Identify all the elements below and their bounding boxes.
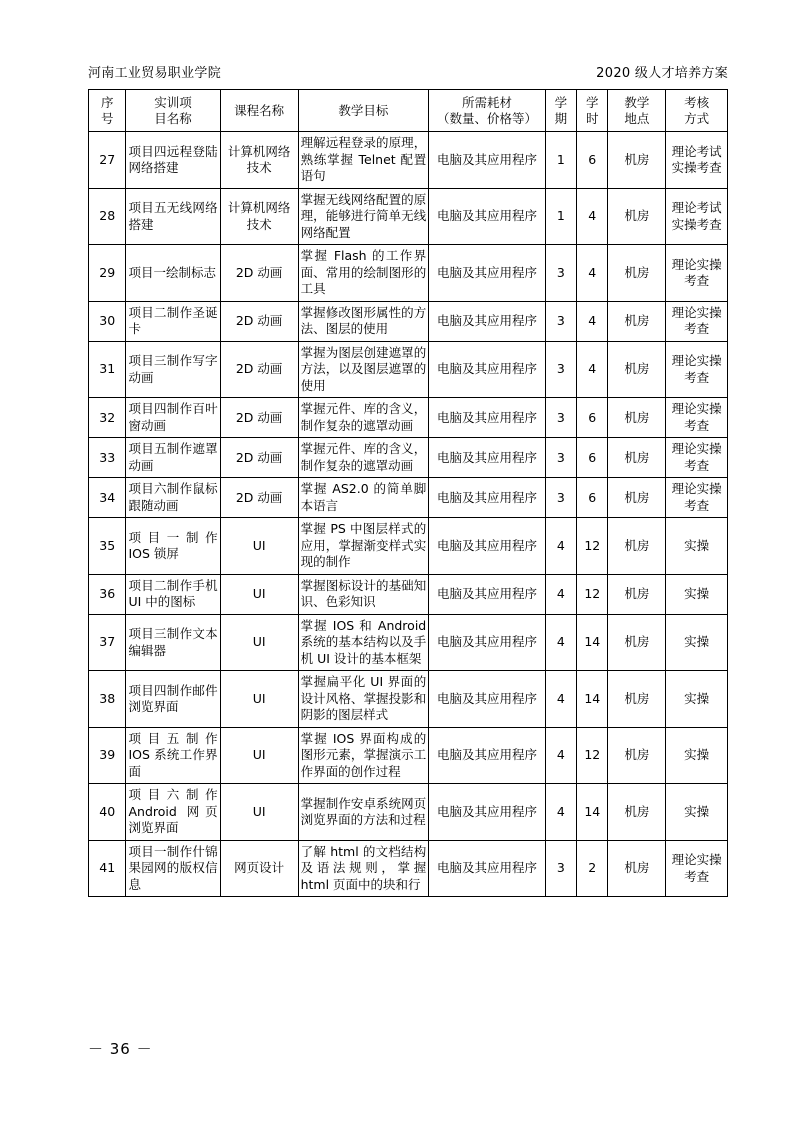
column-header-course: 课程名称 bbox=[220, 90, 298, 132]
cell-project: 项目四制作百叶窗动画 bbox=[126, 398, 220, 438]
cell-material: 电脑及其应用程序 bbox=[429, 301, 545, 341]
cell-term: 3 bbox=[545, 478, 576, 518]
table-row bbox=[89, 398, 728, 438]
cell-no: 40 bbox=[89, 784, 126, 841]
header-document-title: 2020 级人才培养方案 bbox=[596, 66, 728, 81]
cell-project: 项目三制作文本编辑器 bbox=[126, 614, 220, 671]
cell-no: 37 bbox=[89, 614, 126, 671]
cell-material: 电脑及其应用程序 bbox=[429, 784, 545, 841]
cell-no: 38 bbox=[89, 671, 126, 728]
table-row bbox=[89, 840, 728, 897]
cell-exam: 理论实操考查 bbox=[666, 301, 728, 341]
page-number: － 36 － bbox=[88, 1040, 153, 1058]
cell-course: 2D 动画 bbox=[220, 478, 298, 518]
cell-course: UI bbox=[220, 574, 298, 614]
cell-term: 3 bbox=[545, 398, 576, 438]
cell-hours: 4 bbox=[577, 188, 608, 245]
cell-material: 电脑及其应用程序 bbox=[429, 727, 545, 784]
cell-goal: 掌握 IOS 和 Android 系统的基本结构以及手机 UI 设计的基本框架 bbox=[298, 614, 429, 671]
cell-project: 项目二制作手机 UI 中的图标 bbox=[126, 574, 220, 614]
cell-goal: 掌握 PS 中图层样式的应用，掌握渐变样式实现的制作 bbox=[298, 518, 429, 575]
cell-project: 项目二制作圣诞卡 bbox=[126, 301, 220, 341]
cell-project: 项 目 六 制 作 Android 网页浏览界面 bbox=[126, 784, 220, 841]
table-row bbox=[89, 245, 728, 302]
cell-no: 41 bbox=[89, 840, 126, 897]
cell-material: 电脑及其应用程序 bbox=[429, 671, 545, 728]
table-row bbox=[89, 671, 728, 728]
cell-hours: 12 bbox=[577, 518, 608, 575]
table-row bbox=[89, 727, 728, 784]
cell-material: 电脑及其应用程序 bbox=[429, 245, 545, 302]
cell-material: 电脑及其应用程序 bbox=[429, 614, 545, 671]
cell-exam: 实操 bbox=[666, 784, 728, 841]
cell-goal: 掌握无线网络配置的原理，能够进行简单无线网络配置 bbox=[298, 188, 429, 245]
cell-term: 4 bbox=[545, 671, 576, 728]
table-body bbox=[89, 132, 728, 897]
cell-place: 机房 bbox=[608, 341, 666, 398]
cell-place: 机房 bbox=[608, 518, 666, 575]
cell-exam: 理论实操考查 bbox=[666, 341, 728, 398]
cell-hours: 6 bbox=[577, 438, 608, 478]
cell-hours: 4 bbox=[577, 341, 608, 398]
cell-exam: 理论实操考查 bbox=[666, 840, 728, 897]
cell-goal: 掌握元件、库的含义，制作复杂的遮罩动画 bbox=[298, 438, 429, 478]
cell-project: 项目四远程登陆网络搭建 bbox=[126, 132, 220, 189]
cell-place: 机房 bbox=[608, 840, 666, 897]
column-header-exam: 考核 方式 bbox=[666, 90, 728, 132]
cell-material: 电脑及其应用程序 bbox=[429, 574, 545, 614]
cell-place: 机房 bbox=[608, 438, 666, 478]
cell-term: 3 bbox=[545, 341, 576, 398]
column-header-hours: 学 时 bbox=[577, 90, 608, 132]
cell-term: 3 bbox=[545, 438, 576, 478]
cell-exam: 理论考试实操考查 bbox=[666, 132, 728, 189]
cell-no: 30 bbox=[89, 301, 126, 341]
cell-exam: 实操 bbox=[666, 727, 728, 784]
cell-course: 2D 动画 bbox=[220, 301, 298, 341]
cell-goal: 掌握扁平化 UI 界面的设计风格、掌握投影和阴影的图层样式 bbox=[298, 671, 429, 728]
cell-project: 项 目 五 制 作 IOS 系统工作界面 bbox=[126, 727, 220, 784]
cell-term: 4 bbox=[545, 574, 576, 614]
cell-no: 33 bbox=[89, 438, 126, 478]
cell-no: 39 bbox=[89, 727, 126, 784]
cell-no: 34 bbox=[89, 478, 126, 518]
cell-course: UI bbox=[220, 518, 298, 575]
cell-hours: 6 bbox=[577, 478, 608, 518]
cell-hours: 14 bbox=[577, 784, 608, 841]
cell-material: 电脑及其应用程序 bbox=[429, 188, 545, 245]
cell-material: 电脑及其应用程序 bbox=[429, 438, 545, 478]
cell-goal: 掌握修改图形属性的方法、图层的使用 bbox=[298, 301, 429, 341]
cell-course: UI bbox=[220, 614, 298, 671]
cell-material: 电脑及其应用程序 bbox=[429, 840, 545, 897]
cell-term: 3 bbox=[545, 245, 576, 302]
cell-material: 电脑及其应用程序 bbox=[429, 478, 545, 518]
cell-course: UI bbox=[220, 671, 298, 728]
table-row bbox=[89, 518, 728, 575]
cell-hours: 14 bbox=[577, 614, 608, 671]
cell-no: 29 bbox=[89, 245, 126, 302]
column-header-project: 实训项 目名称 bbox=[126, 90, 220, 132]
cell-place: 机房 bbox=[608, 398, 666, 438]
cell-project: 项目五无线网络搭建 bbox=[126, 188, 220, 245]
cell-place: 机房 bbox=[608, 727, 666, 784]
cell-place: 机房 bbox=[608, 614, 666, 671]
cell-project: 项目一绘制标志 bbox=[126, 245, 220, 302]
cell-term: 4 bbox=[545, 784, 576, 841]
cell-exam: 理论考试实操考查 bbox=[666, 188, 728, 245]
cell-material: 电脑及其应用程序 bbox=[429, 132, 545, 189]
cell-hours: 12 bbox=[577, 574, 608, 614]
cell-goal: 掌握制作安卓系统网页浏览界面的方法和过程 bbox=[298, 784, 429, 841]
cell-project: 项目三制作写字动画 bbox=[126, 341, 220, 398]
cell-hours: 12 bbox=[577, 727, 608, 784]
cell-hours: 6 bbox=[577, 132, 608, 189]
cell-goal: 掌握图标设计的基础知识、色彩知识 bbox=[298, 574, 429, 614]
cell-exam: 实操 bbox=[666, 614, 728, 671]
cell-place: 机房 bbox=[608, 188, 666, 245]
cell-no: 35 bbox=[89, 518, 126, 575]
table-row bbox=[89, 188, 728, 245]
cell-hours: 14 bbox=[577, 671, 608, 728]
cell-goal: 掌握元件、库的含义，制作复杂的遮罩动画 bbox=[298, 398, 429, 438]
cell-term: 1 bbox=[545, 132, 576, 189]
table-row bbox=[89, 301, 728, 341]
table-row bbox=[89, 478, 728, 518]
cell-exam: 实操 bbox=[666, 574, 728, 614]
page-header bbox=[88, 62, 728, 87]
cell-place: 机房 bbox=[608, 671, 666, 728]
cell-no: 36 bbox=[89, 574, 126, 614]
cell-no: 27 bbox=[89, 132, 126, 189]
cell-hours: 6 bbox=[577, 398, 608, 438]
column-header-term: 学 期 bbox=[545, 90, 576, 132]
cell-place: 机房 bbox=[608, 245, 666, 302]
cell-project: 项目六制作鼠标跟随动画 bbox=[126, 478, 220, 518]
cell-exam: 理论实操考查 bbox=[666, 438, 728, 478]
table-row bbox=[89, 132, 728, 189]
cell-course: 2D 动画 bbox=[220, 398, 298, 438]
cell-exam: 理论实操考查 bbox=[666, 398, 728, 438]
cell-project: 项目一制作什锦果园网的版权信息 bbox=[126, 840, 220, 897]
table-header-row bbox=[89, 90, 728, 132]
cell-project: 项目四制作邮件浏览界面 bbox=[126, 671, 220, 728]
cell-exam: 理论实操考查 bbox=[666, 478, 728, 518]
cell-course: 计算机网络技术 bbox=[220, 188, 298, 245]
cell-course: 计算机网络技术 bbox=[220, 132, 298, 189]
cell-exam: 实操 bbox=[666, 518, 728, 575]
cell-goal: 掌握为图层创建遮罩的方法，以及图层遮罩的使用 bbox=[298, 341, 429, 398]
cell-no: 28 bbox=[89, 188, 126, 245]
cell-place: 机房 bbox=[608, 478, 666, 518]
cell-goal: 了解 html 的文档结构及语法规则，掌握 html 页面中的块和行 bbox=[298, 840, 429, 897]
cell-no: 32 bbox=[89, 398, 126, 438]
cell-course: 网页设计 bbox=[220, 840, 298, 897]
cell-hours: 4 bbox=[577, 245, 608, 302]
cell-course: 2D 动画 bbox=[220, 245, 298, 302]
cell-course: 2D 动画 bbox=[220, 341, 298, 398]
cell-exam: 理论实操考查 bbox=[666, 245, 728, 302]
cell-place: 机房 bbox=[608, 574, 666, 614]
cell-goal: 掌握 IOS 界面构成的图形元素，掌握演示工作界面的创作过程 bbox=[298, 727, 429, 784]
cell-course: 2D 动画 bbox=[220, 438, 298, 478]
column-header-goal: 教学目标 bbox=[298, 90, 429, 132]
column-header-place: 教学 地点 bbox=[608, 90, 666, 132]
header-institution: 河南工业贸易职业学院 bbox=[88, 66, 222, 81]
page-content bbox=[88, 62, 728, 897]
cell-project: 项目五制作遮罩动画 bbox=[126, 438, 220, 478]
page-footer bbox=[88, 1038, 728, 1059]
cell-term: 4 bbox=[545, 727, 576, 784]
cell-course: UI bbox=[220, 784, 298, 841]
cell-term: 4 bbox=[545, 518, 576, 575]
cell-place: 机房 bbox=[608, 784, 666, 841]
cell-term: 1 bbox=[545, 188, 576, 245]
cell-term: 3 bbox=[545, 840, 576, 897]
table-row bbox=[89, 784, 728, 841]
cell-hours: 2 bbox=[577, 840, 608, 897]
cell-place: 机房 bbox=[608, 132, 666, 189]
training-projects-table bbox=[88, 89, 728, 897]
column-header-no: 序 号 bbox=[89, 90, 126, 132]
cell-goal: 理解远程登录的原理，熟练掌握 Telnet 配置语句 bbox=[298, 132, 429, 189]
table-row bbox=[89, 341, 728, 398]
cell-goal: 掌握 Flash 的工作界面、常用的绘制图形的工具 bbox=[298, 245, 429, 302]
cell-term: 3 bbox=[545, 301, 576, 341]
cell-term: 4 bbox=[545, 614, 576, 671]
cell-material: 电脑及其应用程序 bbox=[429, 341, 545, 398]
table-row bbox=[89, 574, 728, 614]
cell-material: 电脑及其应用程序 bbox=[429, 398, 545, 438]
cell-course: UI bbox=[220, 727, 298, 784]
cell-material: 电脑及其应用程序 bbox=[429, 518, 545, 575]
cell-project: 项 目 一 制 作 IOS 锁屏 bbox=[126, 518, 220, 575]
cell-exam: 实操 bbox=[666, 671, 728, 728]
table-row bbox=[89, 614, 728, 671]
cell-no: 31 bbox=[89, 341, 126, 398]
table-row bbox=[89, 438, 728, 478]
cell-place: 机房 bbox=[608, 301, 666, 341]
cell-goal: 掌握 AS2.0 的简单脚本语言 bbox=[298, 478, 429, 518]
cell-hours: 4 bbox=[577, 301, 608, 341]
column-header-material: 所需耗材 （数量、价格等） bbox=[429, 90, 545, 132]
table-head bbox=[89, 90, 728, 132]
